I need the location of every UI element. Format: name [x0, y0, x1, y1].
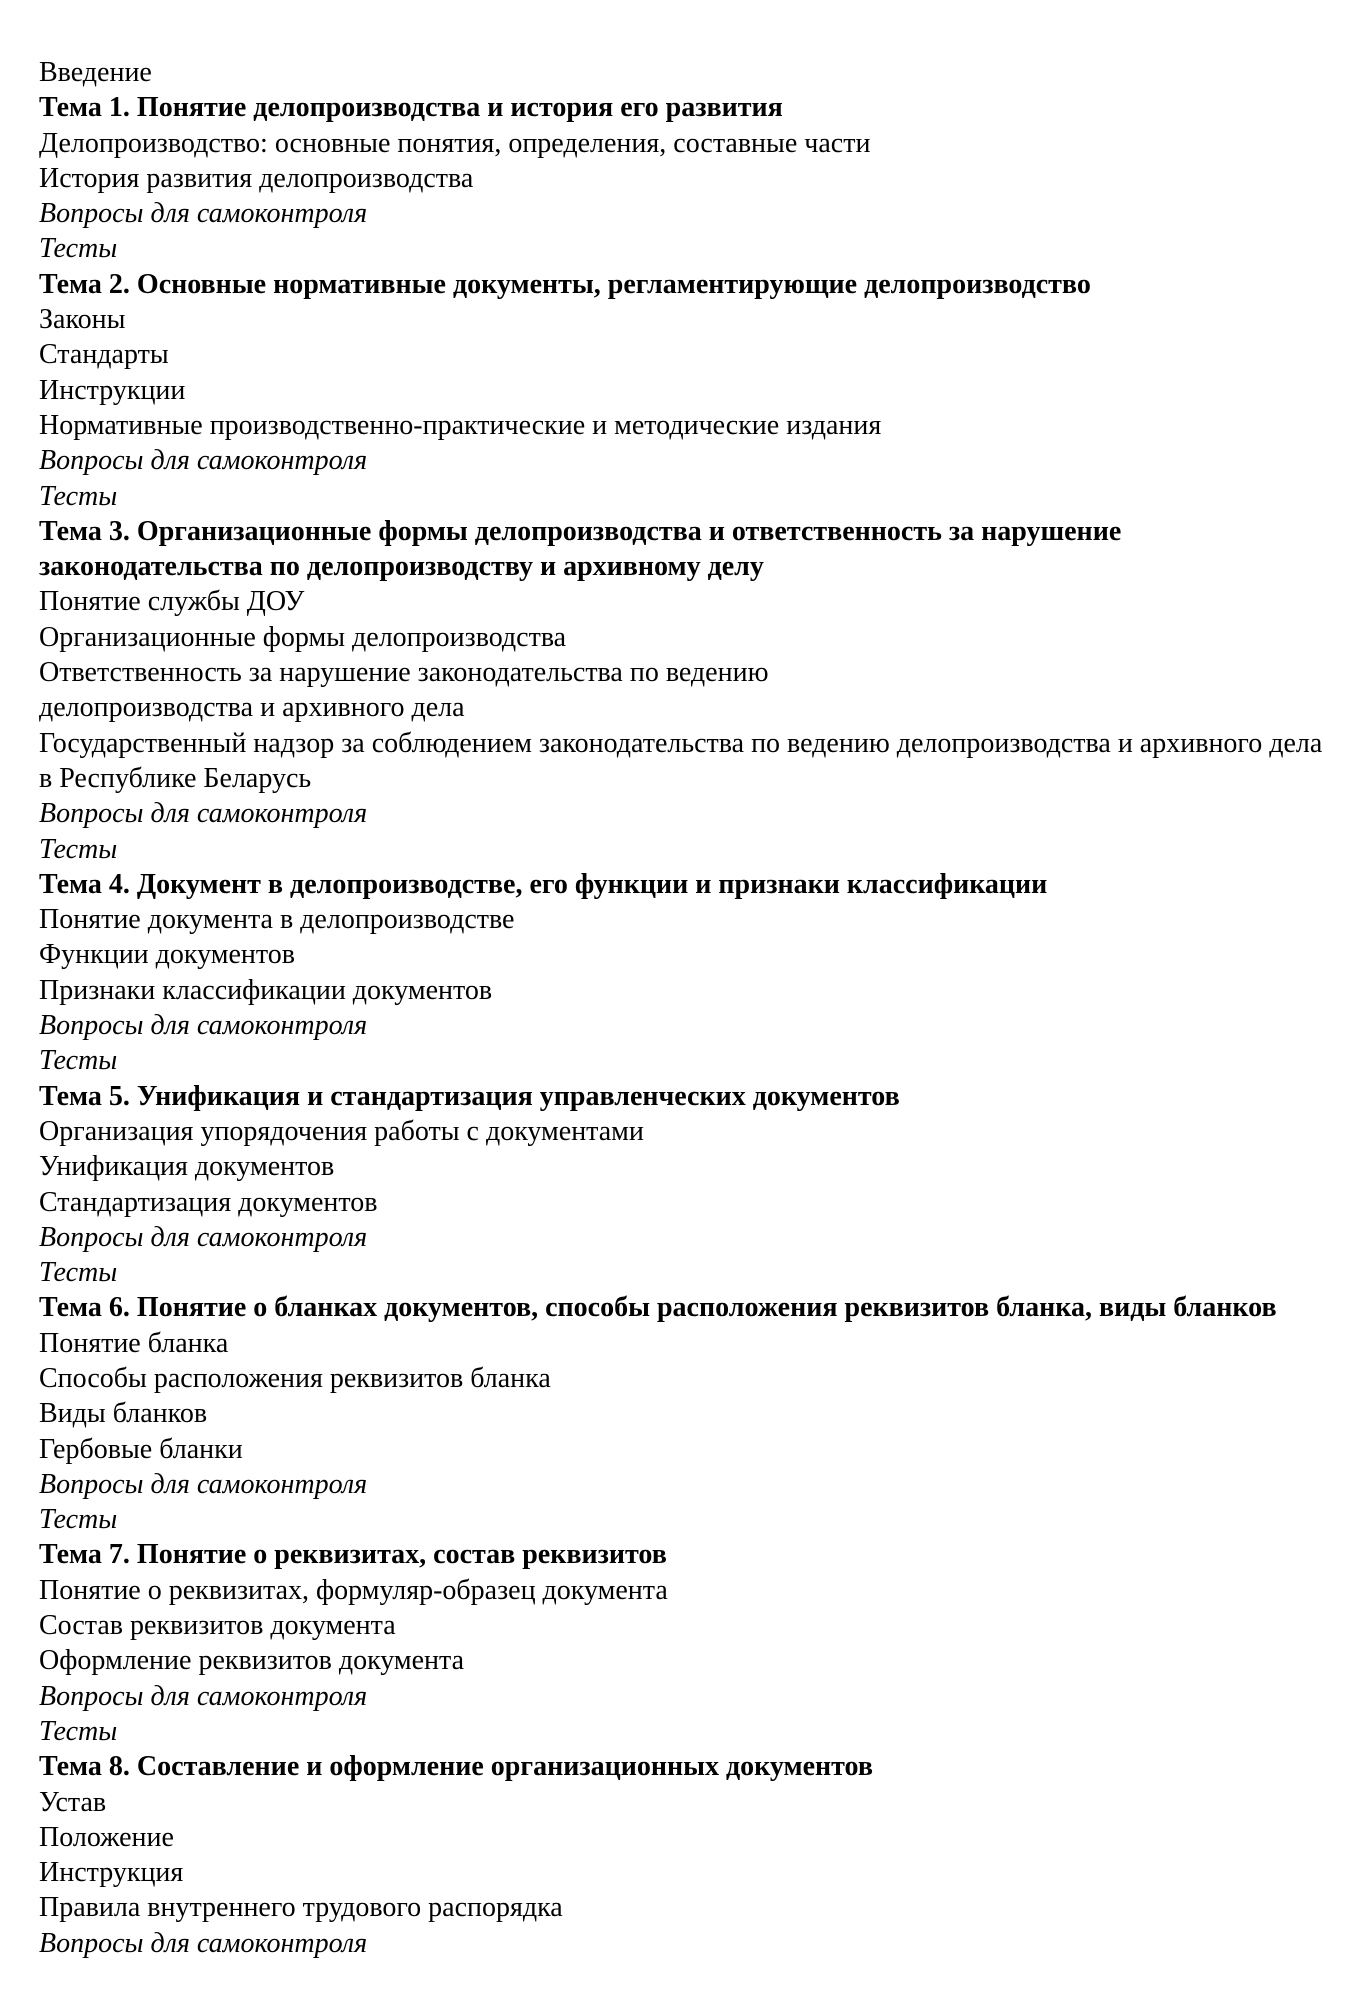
- topic-item: Функции документов: [39, 939, 295, 971]
- topic-item: Положение: [39, 1821, 174, 1853]
- topic-item: Понятие о реквизитах, формуляр-образец документа: [39, 1574, 668, 1606]
- topic-item: Инструкции: [39, 374, 186, 406]
- topic-item: Делопроизводство: основные понятия, определения, составные части: [39, 127, 871, 159]
- topic-item: Виды бланков: [39, 1398, 208, 1430]
- topic-item: Признаки классификации документов: [39, 974, 493, 1006]
- tests-line: Тесты: [39, 1504, 118, 1536]
- topic-item: История развития делопроизводства: [39, 162, 474, 194]
- topic-heading: Тема 2. Основные нормативные документы, регламентирующие делопроизводство: [39, 268, 1091, 300]
- topic-item: Стандарты: [39, 339, 169, 371]
- topic-item: Способы расположения реквизитов бланка: [39, 1362, 551, 1394]
- intro-line: Введение: [39, 57, 152, 88]
- self-control-questions: Вопросы для самоконтроля: [39, 798, 368, 830]
- self-control-questions: Вопросы для самоконтроля: [39, 1680, 368, 1712]
- self-control-questions: Вопросы для самоконтроля: [39, 1468, 368, 1500]
- self-control-questions: Вопросы для самоконтроля: [39, 1010, 368, 1042]
- topic-item: Нормативные производственно-практические и методические издания: [39, 409, 882, 441]
- topic-item: Состав реквизитов документа: [39, 1610, 396, 1642]
- topic-heading: Тема 6. Понятие о бланках документов, способы расположения реквизитов бланка, виды бланков: [39, 1292, 1277, 1324]
- topic-item: Организация упорядочения работы с документами: [39, 1115, 644, 1147]
- topic-item: Оформление реквизитов документа: [39, 1645, 465, 1677]
- topic-heading: Тема 3. Организационные формы делопроизводства и ответственность за нарушение законодательства по делопроизводству и архивному делу: [39, 515, 1122, 583]
- self-control-questions: Вопросы для самоконтроля: [39, 1927, 368, 1959]
- topic-heading: Тема 8. Составление и оформление организационных документов: [39, 1751, 873, 1783]
- topic-heading: Тема 7. Понятие о реквизитах, состав реквизитов: [39, 1539, 667, 1571]
- topic-item: Гербовые бланки: [39, 1433, 243, 1465]
- self-control-questions: Вопросы для самоконтроля: [39, 198, 368, 230]
- tests-line: Тесты: [39, 480, 118, 512]
- tests-line: Тесты: [39, 1257, 118, 1289]
- topic-item: Организационные формы делопроизводства: [39, 621, 567, 653]
- topic-item: Понятие документа в делопроизводстве: [39, 904, 515, 936]
- topic-item: Понятие бланка: [39, 1327, 229, 1359]
- tests-line: Тесты: [39, 833, 118, 865]
- topic-item: Устав: [39, 1786, 107, 1818]
- tests-line: Тесты: [39, 233, 118, 265]
- topic-heading: Тема 1. Понятие делопроизводства и история его развития: [39, 92, 783, 124]
- tests-line: Тесты: [39, 1045, 118, 1077]
- topic-item: Государственный надзор за соблюдением законодательства по ведению делопроизводства и архивного дела в Республике Беларусь: [39, 727, 1323, 794]
- topic-item: Инструкция: [39, 1857, 184, 1889]
- topic-item: Законы: [39, 304, 126, 336]
- topic-heading: Тема 4. Документ в делопроизводстве, его функции и признаки классификации: [39, 868, 1048, 900]
- tests-line: Тесты: [39, 1715, 118, 1747]
- topic-item: Ответственность за нарушение законодательства по ведению: [39, 657, 769, 689]
- topic-item: Унификация документов: [39, 1151, 335, 1183]
- topic-heading: Тема 5. Унификация и стандартизация управленческих документов: [39, 1080, 900, 1112]
- self-control-questions: Вопросы для самоконтроля: [39, 445, 368, 477]
- self-control-questions: Вопросы для самоконтроля: [39, 1221, 368, 1253]
- topic-item: Стандартизация документов: [39, 1186, 378, 1218]
- topic-item: делопроизводства и архивного дела: [39, 692, 465, 724]
- topic-item: Правила внутреннего трудового распорядка: [39, 1892, 563, 1924]
- topic-item: Понятие службы ДОУ: [39, 586, 305, 618]
